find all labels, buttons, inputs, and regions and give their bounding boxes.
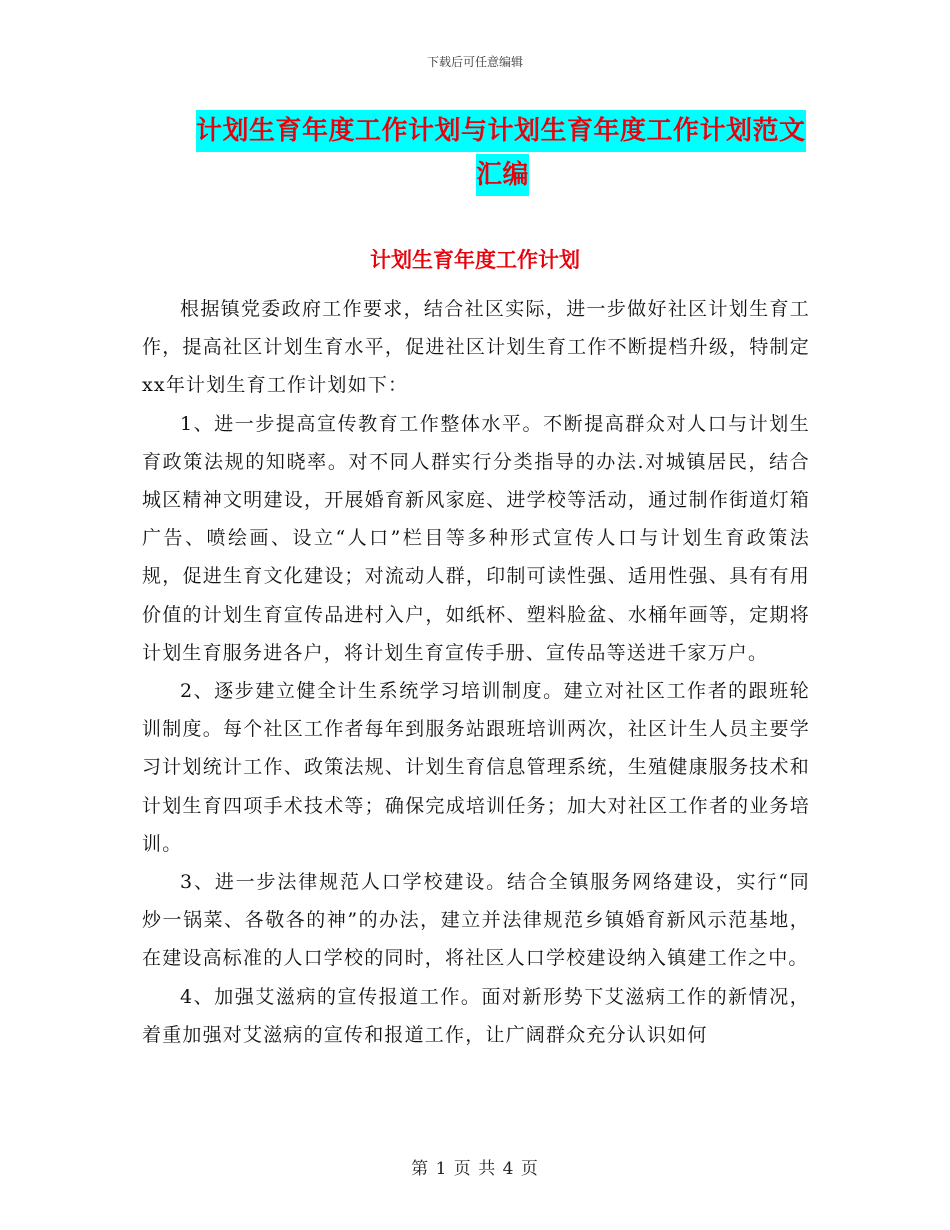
section-title: 计划生育年度工作计划: [370, 248, 580, 272]
paragraph-intro: 根据镇党委政府工作要求，结合社区实际，进一步做好社区计划生育工作，提高社区计划生育水平，促进社区计划生育工作不断提档升级，特制定xx年计划生育工作计划如下：: [142, 298, 810, 397]
title-line-1: 计划生育年度工作计划与计划生育年度工作计划范文: [196, 110, 806, 152]
page-number: 第 1 页 共 4 页: [411, 1159, 539, 1179]
paragraph-4: 4、加强艾滋病的宣传报道工作。面对新形势下艾滋病工作的新情况，着重加强对艾滋病的宣传和报道工作，让广阔群众充分认识如何: [142, 985, 810, 1046]
document-body: [142, 290, 810, 1054]
paragraph-2: 2、逐步建立健全计生系统学习培训制度。建立对社区工作者的跟班轮训制度。每个社区工作者每年到服务站跟班培训两次，社区计生人员主要学习计划统计工作、政策法规、计划生育信息管理系统，生殖健康服务技术和计划生育四项手术技术等；确保完成培训任务；加大对社区工作者的业务培训。: [142, 680, 810, 855]
page-header: 下载后可任意编辑: [426, 55, 523, 69]
paragraph-3: 3、进一步法律规范人口学校建设。结合全镇服务网络建设，实行“同炒一锅菜、各敬各的神”的办法，建立并法律规范乡镇婚育新风示范基地，在建设高标准的人口学校的同时，将社区人口学校建设纳入镇建工作之中。: [142, 871, 810, 970]
paragraph-1: 1、进一步提高宣传教育工作整体水平。不断提高群众对人口与计划生育政策法规的知晓率。对不同人群实行分类指导的办法.对城镇居民，结合城区精神文明建设，开展婚育新风家庭、进学校等活动，通过制作街道灯箱广告、喷绘画、设立“人口”栏目等多种形式宣传人口与计划生育政策法规，促进生育文化建设；对流动人群，印制可读性强、适用性强、具有有用价值的计划生育宣传品进村入户，如纸杯、塑料脸盆、水桶年画等，定期将计划生育服务进各户，将计划生育宣传手册、宣传品等送进千家万户。: [142, 412, 810, 664]
title-line-2: 汇编: [476, 154, 529, 196]
